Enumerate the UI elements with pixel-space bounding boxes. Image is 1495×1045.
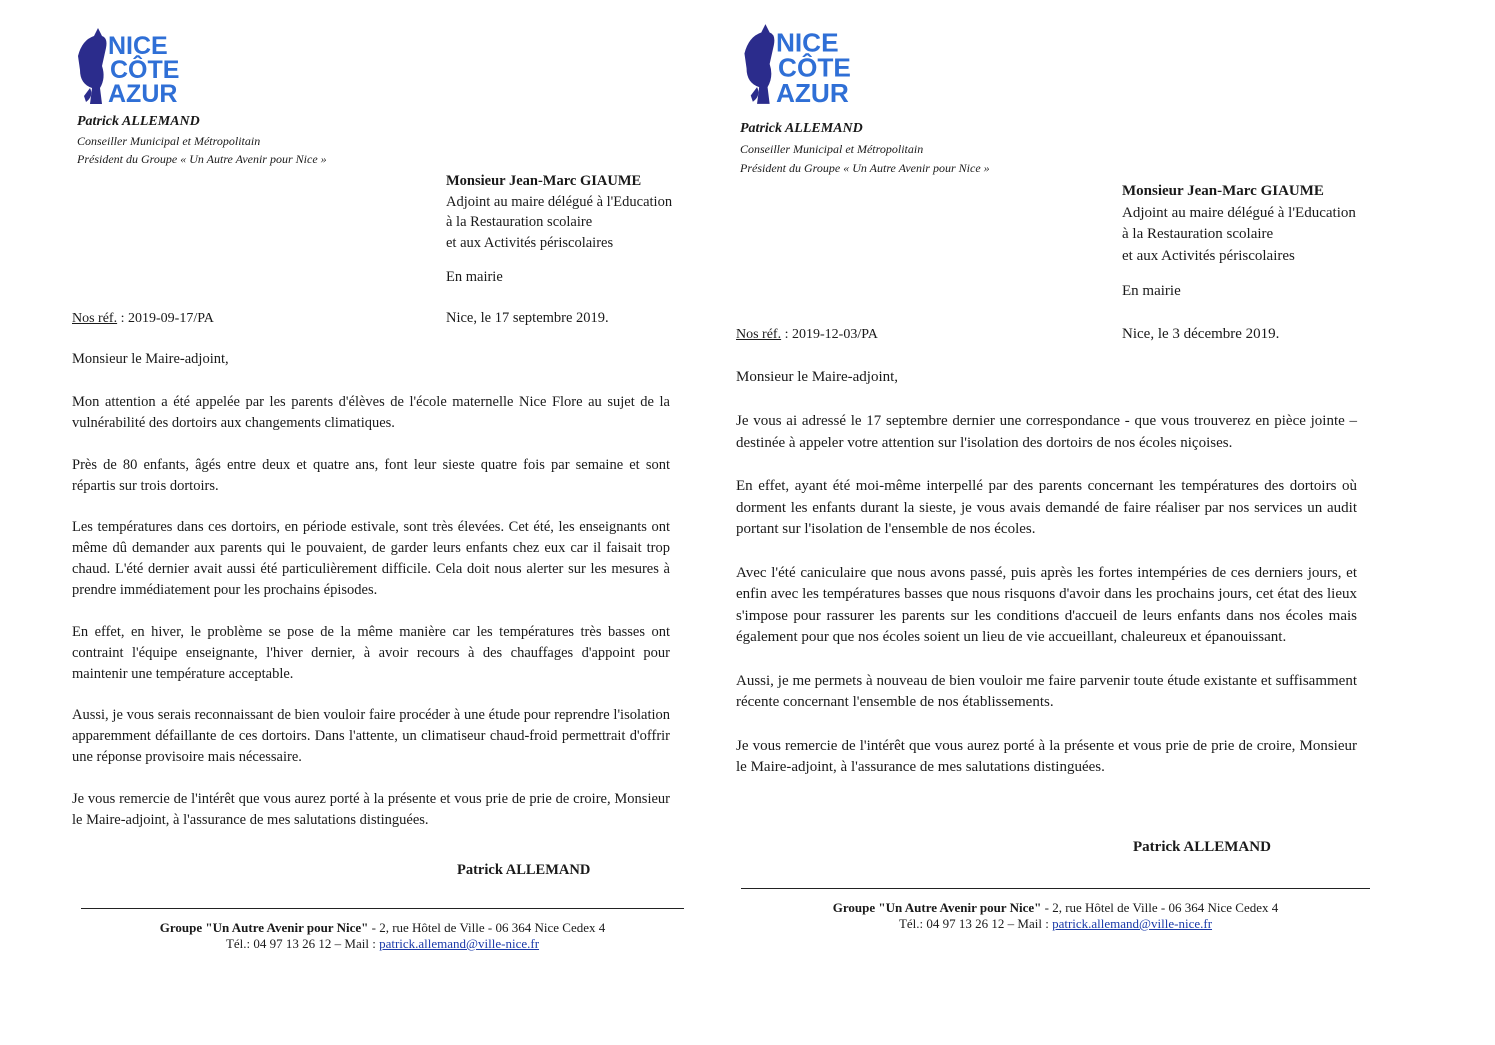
footer: [81, 920, 684, 952]
footer-group: Groupe "Un Autre Avenir pour Nice": [832, 900, 1042, 915]
sender-role-group: Président du Groupe « Un Autre Avenir pour Nice »: [740, 161, 990, 175]
recipient-place: En mairie: [1122, 283, 1181, 299]
sender-name: Patrick ALLEMAND: [740, 121, 863, 136]
recipient-title-2: à la Restauration scolaire: [446, 214, 593, 230]
body-paragraph: Je vous remercie de l'intérêt que vous aurez porté à la présente et vous prie de prie de croire, Monsieur le Maire-adjoint, à l'assurance de mes salutations distinguées.: [72, 790, 670, 828]
footer-address: - 2, rue Hôtel de Ville - 06 364 Nice Cedex 4: [368, 920, 606, 935]
body-paragraph: Les températures dans ces dortoirs, en période estivale, sont très élevées. Cet été, les enseignants ont même dû demander aux parents qui le pouvaient, de garder leurs enfants chez eux car il faisait trop chaud. L'été dernier avait aussi été particulièrement difficile. Cela doit nous alerter sur les mesures à prendre immédiatement pour les prochains épisodes.: [72, 519, 670, 598]
recipient-title-3: et aux Activités périscolaires: [1122, 247, 1295, 264]
letter-date: Nice, le 17 septembre 2019.: [446, 310, 609, 326]
recipient-title-3: et aux Activités périscolaires: [446, 234, 614, 251]
recipient-block: [446, 171, 736, 288]
footer-tel: Tél.: 04 97 13 26 12 – Mail :: [898, 916, 1053, 931]
footer-divider: [81, 908, 684, 909]
reference: [736, 327, 878, 343]
footer: [741, 900, 1370, 932]
footer-divider: [741, 888, 1370, 889]
nice-cote-azur-logo: [742, 22, 854, 106]
recipient-name: Monsieur Jean-Marc GIAUME: [446, 173, 642, 189]
body-paragraph: Mon attention a été appelée par les parents d'élèves de l'école maternelle Nice Flore au sujet de la vulnérabilité des dortoirs aux changements climatiques.: [72, 394, 670, 431]
recipient-name: Monsieur Jean-Marc GIAUME: [1122, 183, 1324, 199]
letter-date: Nice, le 3 décembre 2019.: [1122, 326, 1280, 342]
logo-text-nice: NICE: [775, 27, 839, 58]
footer-group: Groupe "Un Autre Avenir pour Nice": [159, 920, 369, 935]
body-paragraph: Je vous ai adressé le 17 septembre dernier une correspondance - que vous trouverez en pièce jointe – destinée à appeler votre attention sur l'isolation des dortoirs de nos écoles niçoises.: [736, 413, 1357, 451]
body-paragraph: En effet, ayant été moi-même interpellé par des parents concernant les températures des dortoirs où dorment les enfants durant la sieste, je vous avais demandé de faire réaliser par nos services un audit portant sur l'isolation de l'ensemble de nos écoles.: [736, 478, 1357, 537]
recipient-place: En mairie: [446, 269, 503, 285]
body-paragraph: Avec l'été caniculaire que nous avons passé, puis après les fortes intempéries de ces derniers jours, et enfin avec les températures basses que nous risquons d'avoir dans les prochains jours, cet état des lieux s'impose pour rassurer les parents sur les conditions d'accueil de leurs enfants dans nos écoles mais également pour que nos écoles soient un lieu de vie accueillant, chaleureux et épanouissant.: [736, 564, 1357, 645]
logo-text-cote: CÔTE: [778, 52, 851, 83]
reference-value: : 2019-09-17/PA: [117, 311, 214, 326]
body-paragraph: Aussi, je me permets à nouveau de bien vouloir me faire parvenir toute étude existante et suffisamment récente concernant l'ensemble de nos établissements.: [736, 672, 1357, 710]
letter-page-1: [0, 0, 740, 1045]
reference-value: : 2019-12-03/PA: [781, 327, 878, 342]
body-paragraph: En effet, en hiver, le problème se pose de la même manière car les températures très basses ont contraint l'équipe enseignante, l'hiver dernier, à avoir recours à des chauffages d'appoint pour maintenir une température acceptable.: [72, 623, 670, 682]
sender-role-council: Conseiller Municipal et Métropolitain: [77, 134, 261, 148]
salutation: Monsieur le Maire-adjoint,: [72, 351, 229, 367]
logo-text-nice: NICE: [108, 32, 168, 60]
footer-tel: Tél.: 04 97 13 26 12 – Mail :: [225, 936, 380, 951]
signature: Patrick ALLEMAND: [457, 862, 591, 878]
recipient-title: Adjoint au maire délégué à l'Education: [1122, 204, 1356, 221]
letter-page-2: [736, 0, 1495, 1045]
reference-label: Nos réf.: [72, 311, 118, 326]
letter-body: [736, 411, 1357, 801]
body-paragraph: Aussi, je vous serais reconnaissant de bien vouloir faire procéder à une étude pour reprendre l'isolation apparemment défaillante de ces dortoirs. Dans l'attente, un climatiseur chaud-froid permettrait d'offrir une réponse provisoire mais nécessaire.: [72, 707, 670, 765]
salutation: Monsieur le Maire-adjoint,: [736, 369, 899, 385]
logo-text-azur: AZUR: [775, 77, 849, 106]
sender-role-group: Président du Groupe « Un Autre Avenir pour Nice »: [77, 152, 327, 166]
body-paragraph: Près de 80 enfants, âgés entre deux et quatre ans, font leur sieste quatre fois par semaine et sont répartis sur trois dortoirs.: [72, 456, 670, 494]
signature: Patrick ALLEMAND: [1133, 839, 1271, 855]
recipient-title-2: à la Restauration scolaire: [1122, 226, 1274, 242]
reference: [72, 311, 214, 327]
logo-text-azur: AZUR: [108, 80, 178, 106]
recipient-block: [1122, 181, 1422, 303]
letter-body: [72, 392, 670, 851]
email-link[interactable]: patrick.allemand@ville-nice.fr: [379, 936, 540, 951]
logo-text-cote: CÔTE: [110, 56, 180, 84]
body-paragraph: Je vous remercie de l'intérêt que vous aurez porté à la présente et vous prie de prie de croire, Monsieur le Maire-adjoint, à l'assurance de mes salutations distinguées.: [736, 737, 1357, 775]
sender-name: Patrick ALLEMAND: [77, 114, 200, 129]
recipient-title: Adjoint au maire délégué à l'Education: [446, 193, 673, 210]
reference-label: Nos réf.: [736, 327, 782, 342]
nice-cote-azur-logo: [76, 26, 182, 106]
email-link[interactable]: patrick.allemand@ville-nice.fr: [1052, 916, 1213, 931]
sender-role-council: Conseiller Municipal et Métropolitain: [740, 142, 924, 156]
footer-address: - 2, rue Hôtel de Ville - 06 364 Nice Cedex 4: [1041, 900, 1279, 915]
